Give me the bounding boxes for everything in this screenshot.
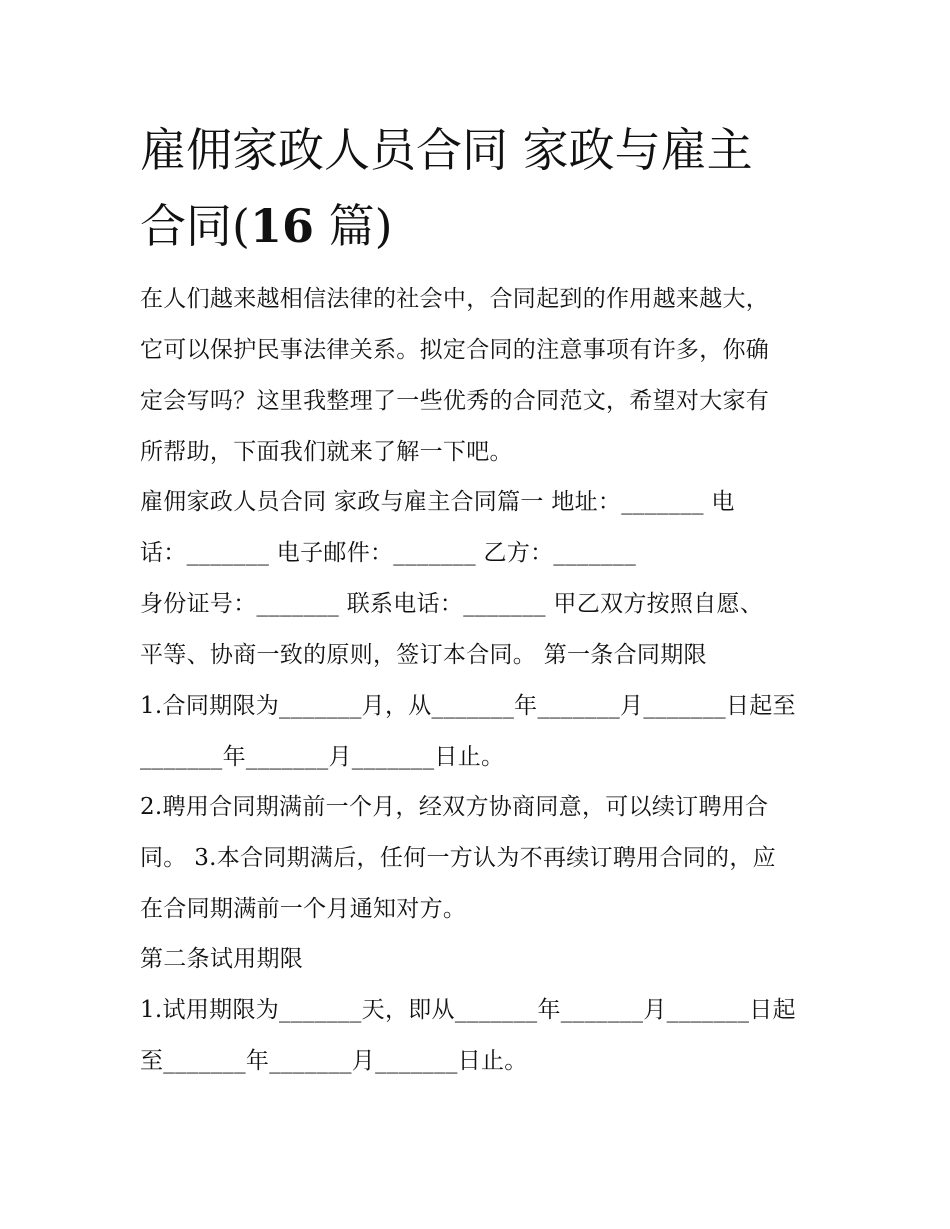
- body-line: 它可以保护民事法律关系。拟定合同的注意事项有许多，你确: [140, 337, 770, 363]
- body-line: 同。 3.本合同期满后，任何一方认为不再续订聘用合同的，应: [140, 845, 776, 871]
- body-line: 身份证号：_______ 联系电话：_______ 甲乙双方按照自愿、: [140, 591, 764, 617]
- body-line: 2.聘用合同期满前一个月，经双方协商同意，可以续订聘用合: [140, 794, 769, 820]
- title-line-1: 雇佣家政人员合同 家政与雇主: [140, 123, 753, 177]
- body-line: 至_______年_______月_______日止。: [140, 1048, 528, 1074]
- body-line: 在人们越来越相信法律的社会中，合同起到的作用越来越大，: [140, 286, 770, 312]
- document-title: [140, 112, 830, 264]
- body-line: 1.试用期限为_______天，即从_______年_______月_______日起: [140, 997, 796, 1023]
- title-line-2a: 合同(: [140, 199, 250, 253]
- body-line: 1.合同期限为_______月，从_______年_______月_______日起至: [140, 693, 796, 719]
- body-line: 平等、协商一致的原则，签订本合同。 第一条合同期限: [140, 642, 707, 668]
- section-heading: 第二条试用期限: [140, 946, 304, 972]
- body-line: 定会写吗？这里我整理了一些优秀的合同范文，希望对大家有: [140, 388, 770, 414]
- body-line: 所帮助，下面我们就来了解一下吧。: [140, 439, 513, 465]
- body-line: 在合同期满前一个月通知对方。: [140, 896, 467, 922]
- title-count: 16: [249, 199, 314, 253]
- body-line: 话：_______ 电子邮件：_______ 乙方：_______: [140, 540, 637, 566]
- body-line: _______年_______月_______日止。: [140, 744, 505, 770]
- body-line: 雇佣家政人员合同 家政与雇主合同篇一 地址：_______ 电: [140, 489, 735, 515]
- title-line-2b: 篇): [313, 199, 393, 253]
